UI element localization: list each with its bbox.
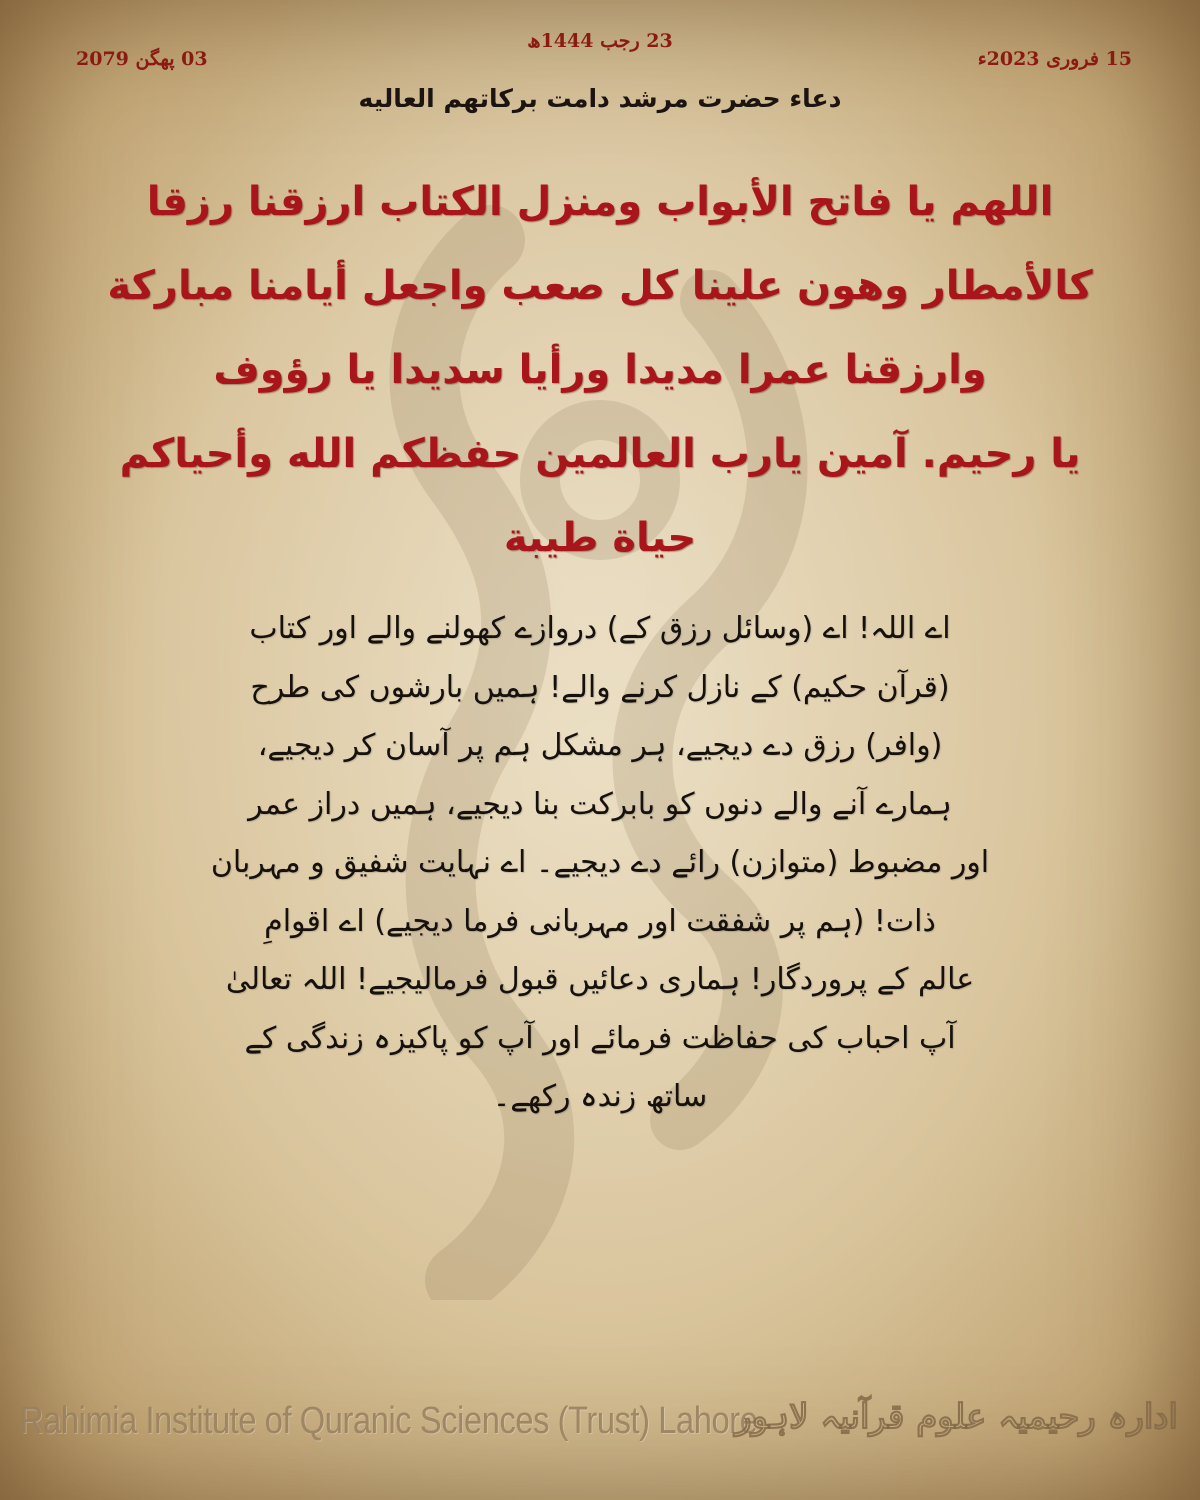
urdu-line: اے اللہ! اے (وسائل رزق کے) دروازے کھولنے والے اور کتاب	[249, 611, 951, 646]
arabic-line: كالأمطار وهون علينا كل صعب واجعل أيامنا مباركة	[107, 263, 1093, 309]
arabic-dua	[100, 160, 1100, 580]
urdu-line: ذات! (ہم پر شفقت اور مہربانی فرما دیجیے) اے اقوامِ	[264, 903, 936, 939]
urdu-line: عالم کے پروردگار! ہماری دعائیں قبول فرمالیجیے! اللہ تعالیٰ	[225, 962, 975, 997]
arabic-line: يا رحيم. آمين يارب العالمين حفظكم الله وأحياكم	[119, 431, 1081, 477]
urdu-line: ہمارے آنے والے دنوں کو بابرکت بنا دیجیے، ہمیں دراز عمر	[248, 786, 952, 822]
hijri-date: 23 رجب 1444ھ	[527, 30, 673, 52]
urdu-line: (وافر) رزق دے دیجیے، ہر مشکل ہم پر آسان کر دیجیے،	[257, 728, 943, 763]
dua-title: دعاء حضرت مرشد دامت برکاتهم العالیه	[358, 84, 842, 113]
institute-name-english: Rahimia Institute of Quranic Sciences (Trust) Lahore	[20, 1400, 758, 1442]
urdu-translation	[120, 600, 1080, 1127]
urdu-line: ساتھ زندہ رکھے۔	[492, 1079, 708, 1114]
urdu-line: (قرآن حکیم) کے نازل کرنے والے! ہمیں بارشوں کی طرح	[250, 669, 950, 705]
footer	[0, 1390, 1200, 1470]
arabic-line: وارزقنا عمرا مديدا ورأيا سديدا يا رؤوف	[213, 347, 987, 393]
arabic-line: حياة طيبة	[503, 515, 697, 561]
institute-logo-urdu: ادارہ رحیمیہ علوم قرآنیہ لاہور	[735, 1397, 1178, 1437]
urdu-line: آپ احباب کی حفاظت فرمائے اور آپ کو پاکیزہ زندگی کے	[244, 1020, 956, 1056]
desi-date: 03 پھگن 2079	[76, 48, 208, 70]
arabic-line: اللهم يا فاتح الأبواب ومنزل الكتاب ارزقنا رزقا	[146, 179, 1054, 225]
gregorian-date: 15 فروری 2023ء	[977, 48, 1132, 70]
urdu-line: اور مضبوط (متوازن) رائے دے دیجیے۔ اے نہایت شفیق و مہربان	[210, 845, 990, 880]
